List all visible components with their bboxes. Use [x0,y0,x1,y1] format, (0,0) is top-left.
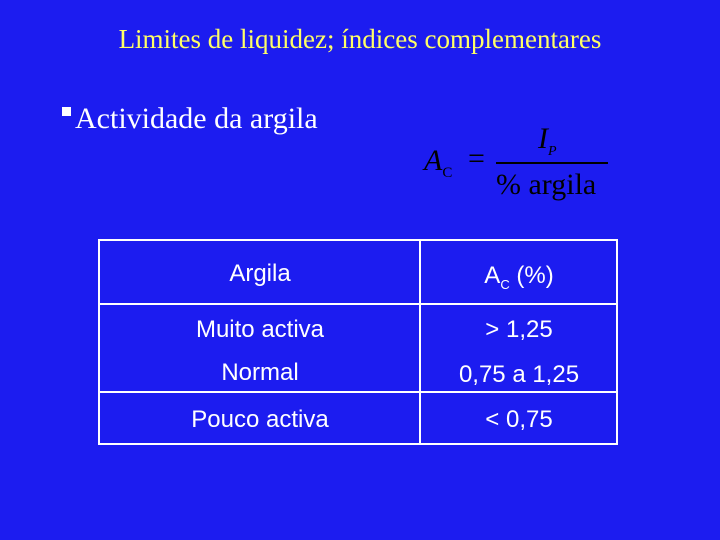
table-cell-argila: Muito activa [195,316,325,343]
table-row-divider [100,391,616,393]
table-cell-ac: < 0,75 [485,406,553,433]
table-row-divider [100,303,616,305]
table-cell-argila: Pouco activa [191,406,329,433]
bullet-item [62,102,318,136]
formula-numerator: $I_P$ [538,122,557,159]
table-cell-argila: Normal [221,359,299,386]
table-header-argila: Argila [229,260,291,287]
formula-lhs: $A_C$ [424,144,453,181]
table-header-ac: $A_C$ (%) [484,262,554,292]
activity-formula [420,122,620,212]
slide-title: Limites de liquidez; índices complementares [118,24,602,54]
table-cell-ac: > 1,25 [485,316,553,343]
activity-table [98,239,618,445]
formula-denominator: % argila [496,168,597,201]
square-bullet-icon [62,107,71,116]
bullet-text: Actividade da argila [75,102,318,135]
formula-equals: = [468,142,485,175]
fraction-bar [496,162,608,164]
table-cell-ac: 0,75 a 1,25 [458,361,580,388]
